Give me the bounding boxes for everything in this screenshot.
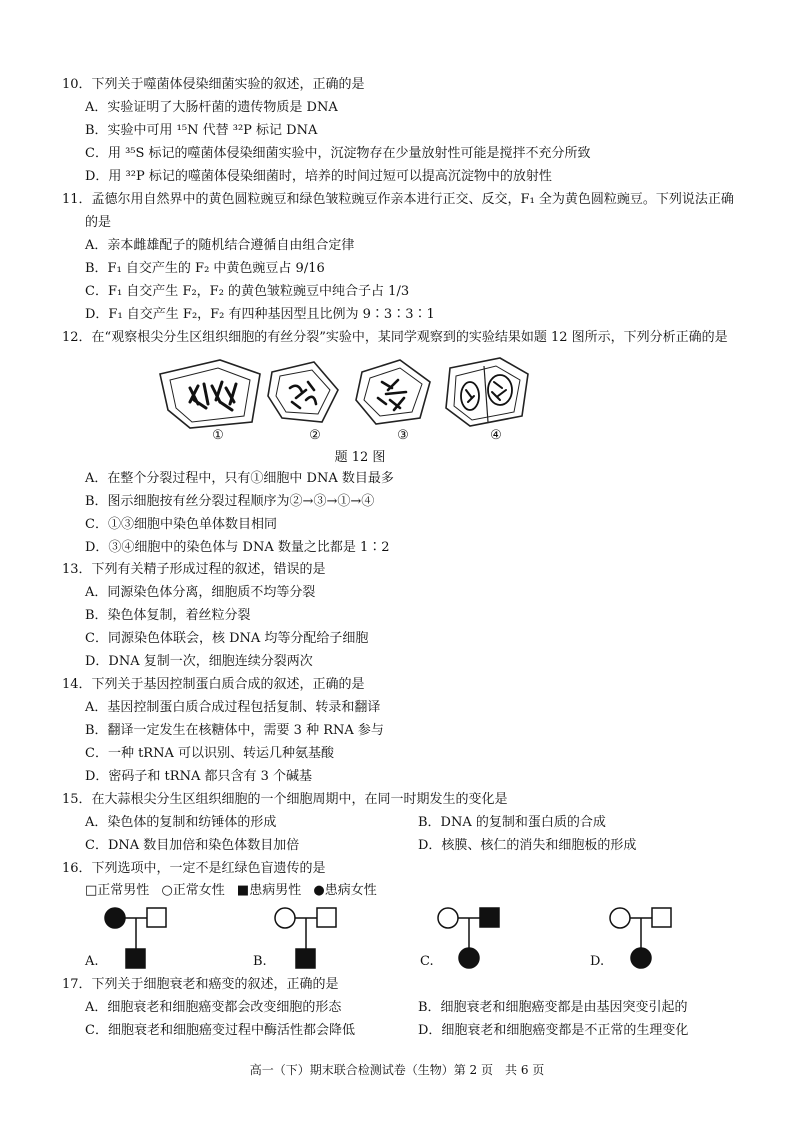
- q14-option-b: B．翻译一定发生在核糖体中，需要 3 种 RNA 参与: [85, 723, 384, 738]
- pedigree-label-c: C.: [420, 954, 434, 969]
- cell-label-4: ④: [490, 428, 502, 443]
- question-15-stem: 15．在大蒜根尖分生区组织细胞的一个细胞周期中，在同一时期发生的变化是: [62, 792, 508, 807]
- q15-option-d: D．核膜、核仁的消失和细胞板的形成: [418, 838, 637, 853]
- q17-option-a: A．细胞衰老和细胞癌变都会改变细胞的形态: [85, 1000, 342, 1015]
- legend-normal-male: □正常男性: [85, 883, 150, 898]
- cell-label-3: ③: [397, 428, 409, 443]
- pedigree-a: [105, 908, 166, 968]
- question-17-stem: 17．下列关于细胞衰老和癌变的叙述，正确的是: [62, 977, 339, 992]
- pedigree-legend: [85, 881, 377, 901]
- q15-option-c: C．DNA 数目加倍和染色体数目加倍: [85, 838, 300, 853]
- question-16-stem: 16．下列选项中，一定不是红绿色盲遗传的是: [62, 861, 326, 876]
- question-11-stem-cont: 的是: [85, 215, 112, 230]
- q17-option-c: C．细胞衰老和细胞癌变过程中酶活性都会降低: [85, 1023, 355, 1038]
- question-14-stem: 14．下列关于基因控制蛋白质合成的叙述，正确的是: [62, 677, 365, 692]
- q12-option-c: C．①③细胞中染色单体数目相同: [85, 517, 277, 532]
- cell-2-figure: [268, 362, 338, 422]
- q10-option-a: A．实验证明了大肠杆菌的遗传物质是 DNA: [85, 100, 338, 115]
- pedigree-d: [610, 908, 671, 968]
- q13-option-b: B．染色体复制，着丝粒分裂: [85, 608, 251, 623]
- q12-option-d: D．③④细胞中的染色体与 DNA 数量之比都是 1∶2: [85, 540, 390, 555]
- cell-label-1: ①: [212, 428, 224, 443]
- q12-option-a: A．在整个分裂过程中，只有①细胞中 DNA 数目最多: [85, 471, 394, 486]
- q13-option-d: D．DNA 复制一次，细胞连续分裂两次: [85, 654, 313, 669]
- pedigree-b: [275, 908, 336, 968]
- q14-option-d: D．密码子和 tRNA 都只含有 3 个碱基: [85, 769, 312, 784]
- q15-option-a: A．染色体的复制和纺锤体的形成: [85, 815, 277, 830]
- q13-option-a: A．同源染色体分离，细胞质不均等分裂: [85, 585, 316, 600]
- q13-option-c: C．同源染色体联会，核 DNA 均等分配给子细胞: [85, 631, 369, 646]
- q11-option-a: A．亲本雌雄配子的随机结合遵循自由组合定律: [85, 238, 355, 253]
- mitosis-cells-figure: [150, 352, 550, 432]
- pedigree-label-b: B.: [253, 954, 267, 969]
- q14-option-a: A．基因控制蛋白质合成过程包括复制、转录和翻译: [85, 700, 381, 715]
- q17-option-b: B．细胞衰老和细胞癌变都是由基因突变引起的: [418, 1000, 688, 1015]
- legend-affected-male: ■患病男性: [236, 883, 302, 898]
- q15-option-b: B．DNA 的复制和蛋白质的合成: [418, 815, 606, 830]
- pedigree-label-d: D.: [590, 954, 605, 969]
- q11-option-b: B．F₁ 自交产生的 F₂ 中黄色豌豆占 9/16: [85, 261, 325, 276]
- pedigree-label-a: A.: [85, 954, 99, 969]
- q10-option-d: D．用 ³²P 标记的噬菌体侵染细菌时，培养的时间过短可以提高沉淀物中的放射性: [85, 169, 552, 184]
- cell-3-figure: [356, 360, 430, 424]
- q14-option-c: C．一种 tRNA 可以识别、转运几种氨基酸: [85, 746, 334, 761]
- cell-label-2: ②: [309, 428, 321, 443]
- pedigree-c: [438, 908, 499, 968]
- q17-option-d: D．细胞衰老和细胞癌变都是不正常的生理变化: [418, 1023, 689, 1038]
- q10-option-b: B．实验中可用 ¹⁵N 代替 ³²P 标记 DNA: [85, 123, 318, 138]
- question-12-stem: 12．在“观察根尖分生区组织细胞的有丝分裂”实验中，某同学观察到的实验结果如题 12 图所示，下列分析正确的是: [62, 330, 728, 345]
- q11-option-c: C．F₁ 自交产生 F₂，F₂ 的黄色皱粒豌豆中纯合子占 1/3: [85, 284, 410, 299]
- question-11-stem: 11．孟德尔用自然界中的黄色圆粒豌豆和绿色皱粒豌豆作亲本进行正交、反交，F₁ 全为黄色圆粒豌豆。下列说法正确: [62, 192, 734, 207]
- q11-option-d: D．F₁ 自交产生 F₂，F₂ 有四种基因型且比例为 9∶3∶3∶1: [85, 307, 435, 322]
- question-10-stem: 10．下列关于噬菌体侵染细菌实验的叙述，正确的是: [62, 77, 365, 92]
- page-footer: 高一（下）期末联合检测试卷（生物）第 2 页 共 6 页: [249, 1063, 545, 1077]
- question-13-stem: 13．下列有关精子形成过程的叙述，错误的是: [62, 562, 326, 577]
- cell-4-figure: [446, 358, 528, 426]
- figure-12-caption: 题 12 图: [334, 450, 386, 465]
- legend-affected-female: ●患病女性: [313, 883, 377, 898]
- q12-option-b: B．图示细胞按有丝分裂过程顺序为②→③→①→④: [85, 494, 375, 509]
- cell-1-figure: [160, 360, 260, 428]
- q10-option-c: C．用 ³⁵S 标记的噬菌体侵染细菌实验中，沉淀物存在少量放射性可能是搅拌不充分所致: [85, 146, 591, 161]
- legend-normal-female: ○正常女性: [161, 883, 225, 898]
